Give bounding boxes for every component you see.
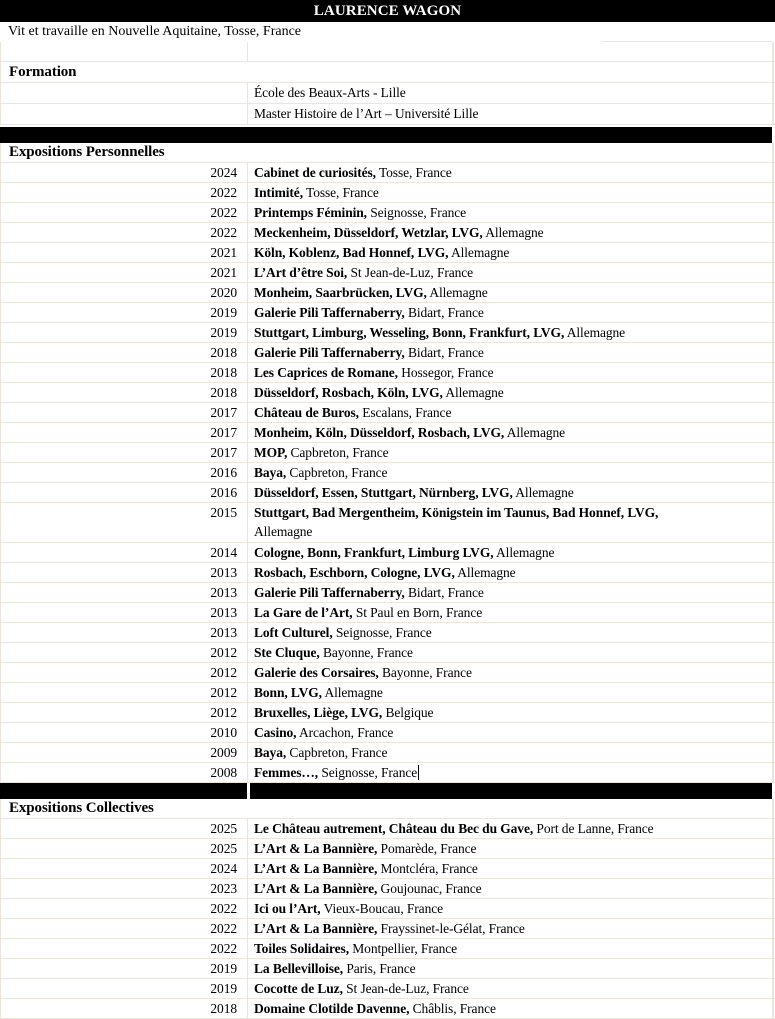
exhibition-row[interactable]	[0, 999, 775, 1019]
personnelles-heading-row[interactable]	[0, 143, 775, 163]
exhibition-title: Casino,	[254, 725, 297, 740]
exhibition-location: Allemagne	[324, 685, 383, 700]
text-cursor	[418, 765, 419, 780]
year-cell[interactable]: 2019	[1, 323, 248, 342]
year-cell[interactable]: 2009	[1, 743, 248, 762]
exhibition-row[interactable]	[0, 363, 775, 383]
exhibition-title: Cabinet de curiosités,	[254, 165, 376, 180]
exhibition-location: Montcléra, France	[380, 861, 478, 876]
exhibition-title: L’Art & La Bannière,	[254, 841, 378, 856]
exhibition-cell[interactable]	[248, 899, 773, 918]
year-cell[interactable]: 2019	[1, 959, 248, 978]
exhibition-title: Intimité,	[254, 185, 303, 200]
exhibition-cell[interactable]	[248, 583, 773, 602]
exhibition-location: Allemagne	[506, 425, 566, 440]
exhibition-row[interactable]	[0, 563, 775, 583]
exhibition-location: Bidart, France	[407, 585, 484, 600]
exhibition-cell[interactable]	[248, 463, 773, 482]
exhibition-location: Seignosse, France	[335, 625, 432, 640]
exhibition-location: St Jean-de-Luz, France	[350, 265, 474, 280]
exhibition-location: Allemagne	[254, 524, 313, 539]
exhibition-cell[interactable]	[248, 819, 773, 838]
exhibition-row[interactable]	[0, 583, 775, 603]
year-cell[interactable]: 2022	[1, 919, 248, 938]
exhibition-cell[interactable]	[248, 104, 773, 124]
exhibition-row[interactable]	[0, 183, 775, 203]
exhibition-cell[interactable]	[248, 543, 773, 562]
year-cell[interactable]: 2010	[1, 723, 248, 742]
exhibition-cell[interactable]	[248, 623, 773, 642]
exhibition-title: Monheim, Saarbrücken, LVG,	[254, 285, 427, 300]
exhibition-row[interactable]	[0, 603, 775, 623]
exhibition-title: Domaine Clotilde Davenne,	[254, 1001, 410, 1016]
formation-list	[0, 83, 775, 125]
year-cell[interactable]: 2016	[1, 463, 248, 482]
document-title-bar[interactable]	[0, 0, 775, 22]
exhibition-row[interactable]	[0, 403, 775, 423]
exhibition-row[interactable]	[0, 323, 775, 343]
exhibition-cell[interactable]	[248, 83, 773, 103]
year-cell[interactable]	[1, 83, 248, 103]
exhibition-location: Capbreton, France	[289, 745, 388, 760]
exhibition-cell[interactable]	[248, 919, 773, 938]
exhibition-title: Ici ou l’Art,	[254, 901, 321, 916]
exhibition-row[interactable]	[0, 503, 775, 543]
exhibition-cell[interactable]	[248, 223, 773, 242]
exhibition-title: Printemps Féminin,	[254, 205, 367, 220]
exhibition-title: Le Château autrement, Château du Bec du Gave,	[254, 821, 534, 836]
exhibition-row[interactable]	[0, 263, 775, 283]
exhibition-location: Vieux-Boucau, France	[323, 901, 444, 916]
exhibition-row[interactable]	[0, 623, 775, 643]
exhibition-title: Château de Buros,	[254, 405, 359, 420]
exhibition-row[interactable]	[0, 303, 775, 323]
exhibition-title: Düsseldorf, Essen, Stuttgart, Nürnberg, LVG,	[254, 485, 513, 500]
exhibition-location: Allemagne	[515, 485, 574, 500]
exhibition-location: Allemagne	[457, 565, 516, 580]
exhibition-cell[interactable]	[248, 443, 773, 462]
year-cell[interactable]: 2016	[1, 483, 248, 502]
exhibition-row[interactable]	[0, 343, 775, 363]
exhibition-cell[interactable]	[248, 343, 773, 362]
exhibition-row[interactable]	[0, 723, 775, 743]
exhibition-row[interactable]	[0, 423, 775, 443]
exhibition-location: Bidart, France	[407, 345, 484, 360]
exhibition-row[interactable]	[0, 463, 775, 483]
exhibition-cell[interactable]	[248, 663, 773, 682]
exhibition-title: Meckenheim, Düsseldorf, Wetzlar, LVG,	[254, 225, 483, 240]
year-cell[interactable]: 2021	[1, 243, 248, 262]
exhibition-title: L’Art d’être Soi,	[254, 265, 348, 280]
exhibition-cell[interactable]	[248, 423, 773, 442]
formation-heading-row[interactable]	[0, 62, 775, 83]
exhibition-title: L’Art & La Bannière,	[254, 881, 378, 896]
year-cell[interactable]: 2018	[1, 383, 248, 402]
exhibition-cell[interactable]	[248, 603, 773, 622]
exhibition-title: Galerie des Corsaires,	[254, 665, 379, 680]
exhibition-row[interactable]	[0, 283, 775, 303]
exhibition-row[interactable]	[0, 703, 775, 723]
exhibition-location: Allemagne	[496, 545, 555, 560]
exhibition-cell[interactable]	[248, 683, 773, 702]
exhibition-title: Baya,	[254, 465, 287, 480]
personnelles-list	[0, 163, 775, 783]
collectives-heading-row[interactable]	[0, 799, 775, 819]
exhibition-location: École des Beaux-Arts - Lille	[254, 85, 406, 100]
exhibition-row[interactable]	[0, 819, 775, 839]
exhibition-title: Toiles Solidaires,	[254, 941, 349, 956]
exhibition-location: Seignosse, France	[321, 765, 418, 780]
year-cell[interactable]: 2019	[1, 979, 248, 998]
exhibition-cell[interactable]	[248, 363, 773, 382]
exhibition-location: Allemagne	[485, 225, 544, 240]
exhibition-cell[interactable]	[248, 303, 773, 322]
exhibition-title: L’Art & La Bannière,	[254, 861, 378, 876]
year-cell[interactable]: 2015	[1, 503, 248, 542]
black-divider-row[interactable]	[0, 127, 775, 143]
exhibition-cell[interactable]	[248, 723, 773, 742]
exhibition-title: Les Caprices de Romane,	[254, 365, 398, 380]
exhibition-cell[interactable]	[248, 939, 773, 958]
exhibition-location: Allemagne	[566, 325, 626, 340]
year-cell[interactable]: 2013	[1, 623, 248, 642]
exhibition-row[interactable]	[0, 899, 775, 919]
exhibition-row[interactable]	[0, 683, 775, 703]
exhibition-location: Arcachon, France	[298, 725, 394, 740]
year-cell[interactable]: 2013	[1, 583, 248, 602]
exhibition-location: Paris, France	[346, 961, 416, 976]
exhibition-title: Galerie Pili Taffernaberry,	[254, 305, 405, 320]
exhibition-cell[interactable]	[248, 263, 773, 282]
exhibition-cell[interactable]	[248, 383, 773, 402]
exhibition-title: MOP,	[254, 445, 288, 460]
exhibition-cell[interactable]	[248, 183, 773, 202]
year-cell[interactable]: 2008	[1, 763, 248, 782]
year-cell[interactable]: 2012	[1, 703, 248, 722]
exhibition-location: Bayonne, France	[322, 645, 413, 660]
exhibition-row[interactable]	[0, 163, 775, 183]
exhibition-location: Belgique	[385, 705, 434, 720]
gridline-partial	[601, 41, 772, 42]
year-cell[interactable]	[1, 104, 248, 124]
exhibition-location: Escalans, France	[362, 405, 452, 420]
exhibition-location: Hossegor, France	[401, 365, 494, 380]
year-cell[interactable]: 2017	[1, 403, 248, 422]
black-filled-cells	[0, 127, 772, 143]
exhibition-location: Allemagne	[429, 285, 488, 300]
exhibition-row[interactable]	[0, 663, 775, 683]
exhibition-title: Rosbach, Eschborn, Cologne, LVG,	[254, 565, 455, 580]
year-cell[interactable]: 2012	[1, 643, 248, 662]
exhibition-location: Châblis, France	[412, 1001, 496, 1016]
empty-row[interactable]	[0, 42, 775, 62]
exhibition-location: Frayssinet-le-Gélat, France	[380, 921, 525, 936]
year-cell[interactable]: 2022	[1, 183, 248, 202]
exhibition-cell[interactable]	[248, 979, 773, 998]
year-cell[interactable]: 2014	[1, 543, 248, 562]
exhibition-title: Düsseldorf, Rosbach, Köln, LVG,	[254, 385, 443, 400]
exhibition-row[interactable]	[0, 203, 775, 223]
exhibition-cell[interactable]	[248, 643, 773, 662]
exhibition-cell[interactable]	[248, 959, 773, 978]
exhibition-cell[interactable]	[248, 403, 773, 422]
exhibition-row[interactable]	[0, 383, 775, 403]
exhibition-title: La Bellevilloise,	[254, 961, 344, 976]
year-cell[interactable]: 2018	[1, 363, 248, 382]
exhibition-row[interactable]	[0, 543, 775, 563]
exhibition-cell[interactable]	[248, 839, 773, 858]
year-cell[interactable]: 2020	[1, 283, 248, 302]
artist-location: Vit et travaille en Nouvelle Aquitaine, Tosse, France	[8, 24, 302, 39]
year-cell[interactable]: 2012	[1, 683, 248, 702]
year-cell[interactable]: 2017	[1, 423, 248, 442]
exhibition-row[interactable]	[0, 83, 775, 104]
year-cell[interactable]: 2018	[1, 343, 248, 362]
exhibition-row[interactable]	[0, 859, 775, 879]
year-cell[interactable]: 2022	[1, 223, 248, 242]
year-cell[interactable]: 2022	[1, 939, 248, 958]
exhibition-title: Loft Culturel,	[254, 625, 333, 640]
exhibition-cell[interactable]	[248, 163, 773, 182]
exhibition-row[interactable]	[0, 243, 775, 263]
exhibition-title: La Gare de l’Art,	[254, 605, 353, 620]
exhibition-title: Köln, Koblenz, Bad Honnef, LVG,	[254, 245, 449, 260]
exhibition-location: Tosse, France	[378, 165, 452, 180]
year-cell[interactable]: 2022	[1, 899, 248, 918]
exhibition-cell[interactable]	[248, 859, 773, 878]
year-cell[interactable]: 2013	[1, 563, 248, 582]
year-cell[interactable]: 2021	[1, 263, 248, 282]
section-heading: Expositions Personnelles	[1, 143, 773, 162]
exhibition-cell[interactable]	[248, 763, 773, 782]
exhibition-row[interactable]	[0, 483, 775, 503]
exhibition-location: Goujounac, France	[380, 881, 482, 896]
year-cell[interactable]: 2019	[1, 303, 248, 322]
exhibition-row[interactable]	[0, 443, 775, 463]
year-cell[interactable]: 2024	[1, 163, 248, 182]
exhibition-row[interactable]	[0, 643, 775, 663]
exhibition-row[interactable]	[0, 743, 775, 763]
exhibition-title: Bruxelles, Liège, LVG,	[254, 705, 383, 720]
exhibition-row[interactable]	[0, 919, 775, 939]
subtitle-row[interactable]	[0, 22, 775, 42]
exhibition-title: Monheim, Köln, Düsseldorf, Rosbach, LVG,	[254, 425, 505, 440]
exhibition-location: Seignosse, France	[370, 205, 467, 220]
section-heading: Formation	[1, 62, 773, 82]
exhibition-location: Bidart, France	[407, 305, 484, 320]
black-divider-row[interactable]	[0, 783, 775, 799]
year-cell[interactable]: 2025	[1, 819, 248, 838]
exhibition-cell[interactable]	[248, 503, 773, 542]
exhibition-row[interactable]	[0, 879, 775, 899]
year-cell[interactable]: 2025	[1, 839, 248, 858]
exhibition-location: Montpellier, France	[352, 941, 458, 956]
year-cell[interactable]: 2013	[1, 603, 248, 622]
year-cell[interactable]: 2023	[1, 879, 248, 898]
exhibition-cell[interactable]	[248, 743, 773, 762]
exhibition-location: Tosse, France	[306, 185, 379, 200]
exhibition-location: Capbreton, France	[290, 445, 389, 460]
exhibition-location: Bayonne, France	[381, 665, 472, 680]
exhibition-location: Allemagne	[450, 245, 510, 260]
exhibition-cell[interactable]	[248, 203, 773, 222]
exhibition-title: Stuttgart, Limburg, Wesseling, Bonn, Frankfurt, LVG,	[254, 325, 565, 340]
exhibition-title: Galerie Pili Taffernaberry,	[254, 585, 405, 600]
year-cell[interactable]: 2022	[1, 203, 248, 222]
exhibition-row[interactable]	[0, 763, 775, 783]
exhibition-row[interactable]	[0, 979, 775, 999]
exhibition-location: St Jean-de-Luz, France	[346, 981, 469, 996]
exhibition-title: L’Art & La Bannière,	[254, 921, 378, 936]
exhibition-location: Pomarède, France	[380, 841, 477, 856]
exhibition-title: Femmes…,	[254, 765, 319, 780]
exhibition-location: Capbreton, France	[289, 465, 388, 480]
exhibition-row[interactable]	[0, 104, 775, 125]
exhibition-cell[interactable]	[248, 323, 773, 342]
exhibition-location: Allemagne	[445, 385, 504, 400]
black-filled-cell	[0, 783, 247, 799]
year-cell[interactable]: 2024	[1, 859, 248, 878]
exhibition-row[interactable]	[0, 939, 775, 959]
section-heading: Expositions Collectives	[1, 799, 773, 818]
year-cell[interactable]: 2017	[1, 443, 248, 462]
collectives-list	[0, 819, 775, 1019]
artist-name: LAURENCE WAGON	[313, 2, 462, 19]
black-filled-cell	[250, 783, 772, 799]
exhibition-title: Stuttgart, Bad Mergentheim, Königstein im Taunus, Bad Honnef, LVG,	[254, 505, 659, 520]
exhibition-cell[interactable]	[248, 879, 773, 898]
exhibition-location: St Paul en Born, France	[355, 605, 483, 620]
exhibition-title: Galerie Pili Taffernaberry,	[254, 345, 405, 360]
exhibition-location: Master Histoire de l’Art – Université Lille	[254, 106, 479, 121]
exhibition-title: Ste Cluque,	[254, 645, 320, 660]
exhibition-row[interactable]	[0, 223, 775, 243]
exhibition-location: Port de Lanne, France	[536, 821, 654, 836]
exhibition-cell[interactable]	[248, 243, 773, 262]
exhibition-title: Bonn, LVG,	[254, 685, 322, 700]
exhibition-row[interactable]	[0, 839, 775, 859]
exhibition-title: Cocotte de Luz,	[254, 981, 343, 996]
exhibition-cell[interactable]	[248, 999, 773, 1018]
exhibition-title: Baya,	[254, 745, 287, 760]
exhibition-row[interactable]	[0, 959, 775, 979]
exhibition-cell[interactable]	[248, 703, 773, 722]
exhibition-cell[interactable]	[248, 563, 773, 582]
exhibition-title: Cologne, Bonn, Frankfurt, Limburg LVG,	[254, 545, 494, 560]
exhibition-cell[interactable]	[248, 483, 773, 502]
exhibition-cell[interactable]	[248, 283, 773, 302]
year-cell[interactable]: 2018	[1, 999, 248, 1018]
year-cell[interactable]: 2012	[1, 663, 248, 682]
